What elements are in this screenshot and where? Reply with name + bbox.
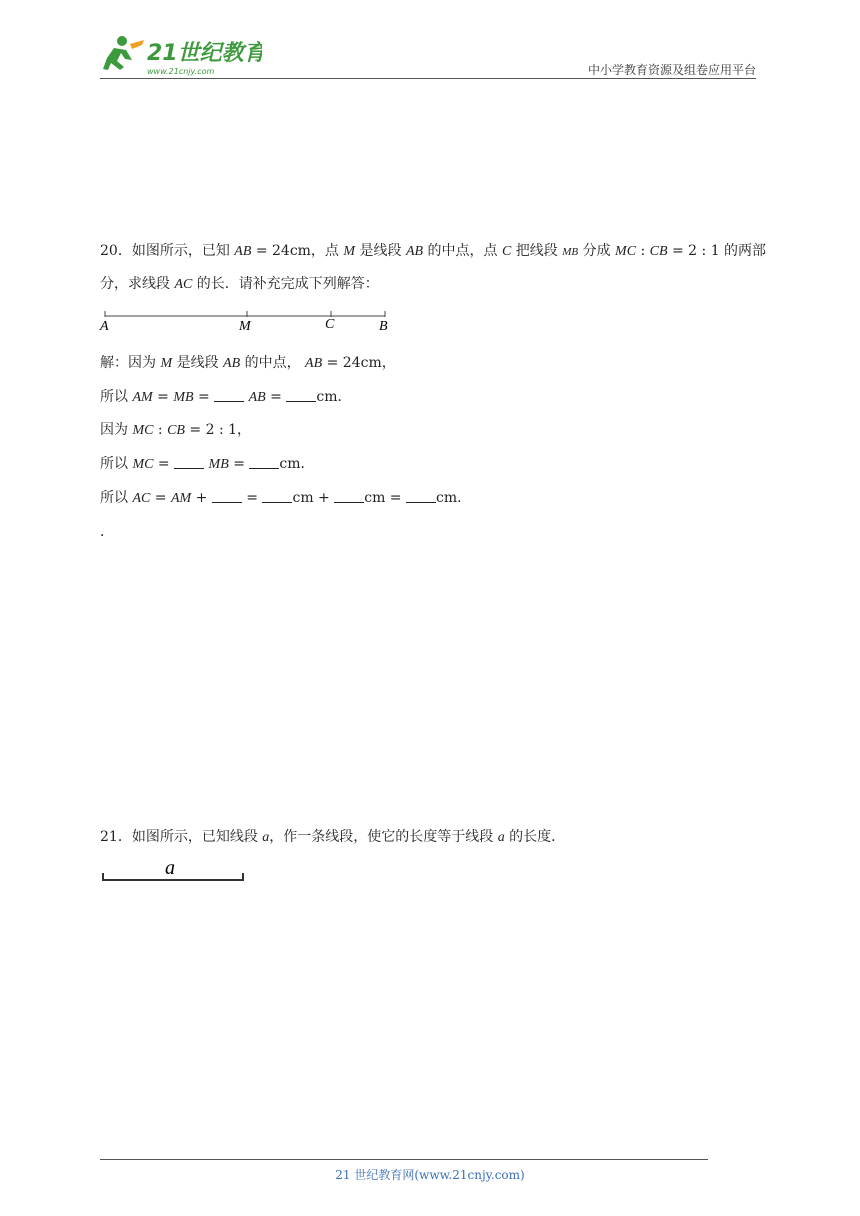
blank-ac-term1[interactable]: [262, 489, 292, 503]
q20-solution-line1: 解：因为 M 是线段 AB 的中点， AB = 24cm，: [100, 355, 396, 371]
q20-segment-figure: [96, 306, 396, 336]
segment-label-a: a: [165, 857, 175, 879]
header-tagline: 中小学教育资源及组卷应用平台: [587, 63, 756, 77]
logo-url: www.21cnjy.com: [147, 67, 215, 76]
blank-ac-result[interactable]: [406, 489, 436, 503]
point-label-m: M: [239, 319, 251, 334]
header-divider: [100, 78, 756, 79]
q20-stem-line2: 分，求线段 AC 的长．请补充完成下列解答：: [100, 276, 379, 292]
blank-ac-segment[interactable]: [212, 489, 242, 503]
point-label-c: C: [325, 317, 335, 332]
point-label-b: B: [379, 319, 388, 334]
q20-trailing-dot: ．: [100, 524, 114, 540]
blank-am-length[interactable]: [286, 388, 316, 402]
q20-solution-line2: 所以 AM = MB = AB = cm．: [100, 389, 352, 405]
blank-mc-ratio[interactable]: [174, 455, 204, 469]
q21-stem: 21．如图所示，已知线段 a，作一条线段，使它的长度等于线段 a 的长度．: [100, 829, 566, 845]
footer-link[interactable]: 21 世纪教育网(www.21cnjy.com): [335, 1168, 525, 1182]
q20-solution-line5: 所以 AC = AM + = cm + cm = cm．: [100, 490, 472, 506]
logo-text: 21世纪教育: [147, 41, 262, 66]
blank-ac-term2[interactable]: [334, 489, 364, 503]
footer-divider: [100, 1159, 708, 1160]
runner-logo-icon: [103, 36, 144, 70]
q20-solution-line3: 因为 MC : CB = 2 : 1，: [100, 422, 252, 438]
point-label-a: A: [100, 319, 109, 334]
site-logo: [92, 30, 262, 80]
q20-stem-line1: 20．如图所示，已知 AB = 24cm，点 M 是线段 AB 的中点，点 C 把线段 MB 分成 MC : CB = 2 : 1 的两部: [100, 243, 767, 259]
q20-solution-line4: 所以 MC = MB = cm．: [100, 456, 315, 472]
q21-segment-figure: [98, 854, 250, 888]
blank-mc-length[interactable]: [249, 455, 279, 469]
blank-fraction[interactable]: [214, 388, 244, 402]
